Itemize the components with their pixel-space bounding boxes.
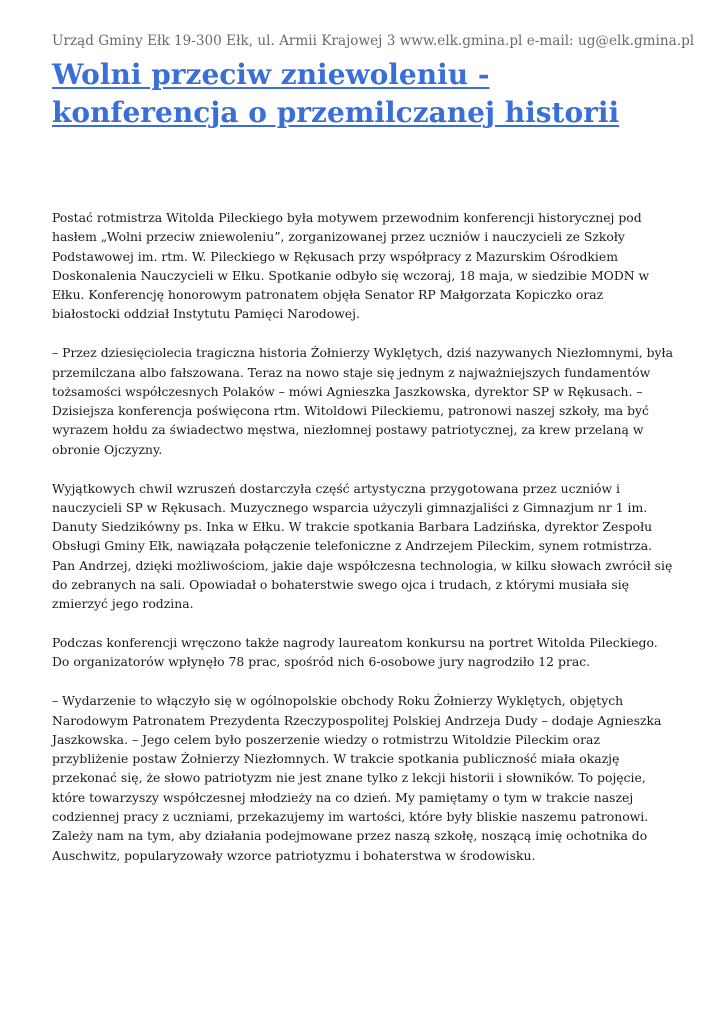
article-title	[52, 56, 672, 132]
paragraph-2: – Przez dziesięciolecia tragiczna historia Żołnierzy Wyklętych, dziś nazywanych Niezłomnymi, była przemilczana albo fałszowana. Teraz na nowo staje się jednym z najważniejszych fundamentów tożsamości współczesnych Polaków – mówi Agnieszka Jaszkowska, dyrektor SP w Rękusach. – Dzisiejsza konferencja poświęcona rtm. Witoldowi Pileckiemu, patronowi naszej szkoły, ma być wyrazem hołdu za świadectwo męstwa, niezłomnej postawy patriotycznej, za krew przelaną w obronie Ojczyzny.	[52, 345, 673, 457]
paragraph-1: Postać rotmistrza Witolda Pileckiego była motywem przewodnim konferencji historycznej pod hasłem „Wolni przeciw zniewoleniu”, zorganizowanej przez uczniów i nauczycieli ze Szkoły Podstawowej im. rtm. W. Pileckiego w Rękusach przy współpracy z Mazurskim Ośrodkiem Doskonalenia Nauczycieli w Ełku. Spotkanie odbyło się wczoraj, 18 maja, w siedzibie MODN w Ełku. Konferencję honorowym patronatem objęła Senator RP Małgorzata Kopiczko oraz białostocki oddział Instytutu Pamięci Narodowej.	[52, 210, 650, 322]
paragraph-3: Wyjątkowych chwil wzruszeń dostarczyła część artystyczna przygotowana przez uczniów i nauczycieli SP w Rękusach. Muzycznego wsparcia użyczyli gimnazjaliści z Gimnazjum nr 1 im. Danuty Siedzikówny ps. Inka w Ełku. W trakcie spotkania Barbara Ladzińska, dyrektor Zespołu Obsługi Gminy Ełk, nawiązała połączenie telefoniczne z Andrzejem Pileckim, synem rotmistrza. Pan Andrzej, dzięki możliwościom, jakie daje współczesna technologia, w kilku słowach zwrócił się do zebranych na sali. Opowiadał o bohaterstwie swego ojca i trudach, z którymi musiała się zmierzyć jego rodzina.	[52, 480, 673, 612]
paragraph-4: Podczas konferencji wręczono także nagrody laureatom konkursu na portret Witolda Pileckiego. Do organizatorów wpłynęło 78 prac, spośród nich 6-osobowe jury nagrodziło 12 prac.	[52, 635, 658, 670]
article-body	[52, 208, 674, 884]
paragraph-5: – Wydarzenie to włączyło się w ogólnopolskie obchody Roku Żołnierzy Wyklętych, objętych Narodowym Patronatem Prezydenta Rzeczypospolitej Polskiej Andrzeja Dudy – dodaje Agnieszka Jaszkowska. – Jego celem było poszerzenie wiedzy o rotmistrzu Witoldzie Pileckim oraz przybliżenie postaw Żołnierzy Niezłomnych. W trakcie spotkania publiczność miała okazję przekonać się, że słowo patriotyzm nie jest znane tylko z lekcji historii i słowników. To pojęcie, które towarzyszy współczesnej młodzieży na co dzień. My pamiętamy o tym w trakcie naszej codziennej pracy z uczniami, przekazujemy im wartości, które były bliskie naszemu patronowi. Zależy nam na tym, aby działania podejmowane przez naszą szkołę, noszącą imię ochotnika do Auschwitz, popularyzowały wzorce patriotyzmu i bohaterstwa w środowisku.	[52, 693, 662, 863]
article-title-link[interactable]: Wolni przeciw zniewoleniu - konferencja o przemilczanej historii	[52, 58, 620, 129]
office-header: Urząd Gminy Ełk 19-300 Ełk, ul. Armii Krajowej 3 www.elk.gmina.pl e-mail: ug@elk.gmina.pl	[52, 33, 695, 49]
